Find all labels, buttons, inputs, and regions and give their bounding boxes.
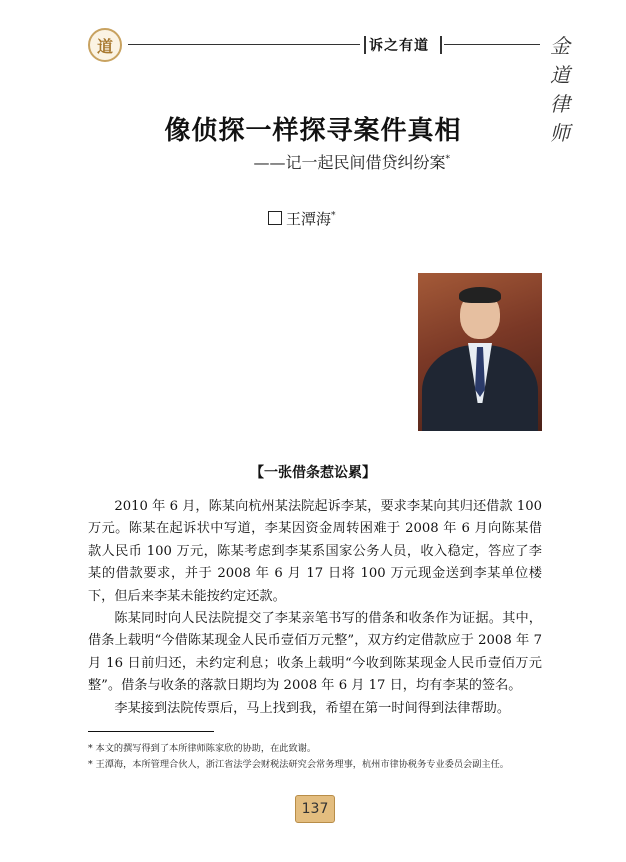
author-footnote-mark: * (331, 211, 336, 221)
author-line (268, 208, 336, 229)
section-heading: 【一张借条惹讼累】 (250, 465, 376, 481)
page-number: 137 (295, 795, 335, 823)
header-rule-right (444, 44, 540, 45)
footnote-divider (88, 731, 214, 732)
subtitle-text: ——记一起民间借贷纠纷案 (253, 153, 446, 172)
subtitle-footnote-mark: * (445, 154, 450, 165)
paragraph: 2010 年 6 月，陈某向杭州某法院起诉李某，要求李某向其归还借款 100 万元。陈某在起诉状中写道，李某因资金周转困难于 2008 年 6 月向陈某借款人民币 100 万元，陈某考虑到李某系国家公务人员，收入稳定，答应了李某的借款要求，并于 2008 年 6 月 17 日将 100 万元现金送到李某单位楼下，但后来李某未能按约定还款。 (88, 499, 542, 604)
photo-hair (459, 287, 501, 303)
author-name: 王潭海 (286, 210, 332, 228)
author-box-icon (268, 211, 282, 225)
firm-logo-icon: 道 (88, 28, 122, 62)
header-rule-left (128, 44, 360, 45)
footnote: * 王潭海，本所管理合伙人，浙江省法学会财税法研究会常务理事，杭州市律协税务专业委员会副主任。 (88, 758, 509, 770)
paragraph: 陈某同时向人民法院提交了李某亲笔书写的借条和收条作为证据。其中，借条上载明“今借陈某现金人民币壹佰万元整”，双方约定借款应于 2008 年 7 月 16 日前归还，未约定利息；收条上载明“今收到陈某现金人民币壹佰万元整”。借条与收条的落款日期均为 2008 年 6 月 17 日，均有李某的签名。 (88, 611, 542, 694)
article-subtitle (0, 150, 590, 173)
header-bar-left (364, 36, 366, 54)
footnote: * 本文的撰写得到了本所律师陈家欣的协助，在此致谢。 (88, 743, 317, 754)
article-title: 像侦探一样探寻案件真相 (164, 116, 462, 146)
firm-name: 金道律师 (550, 34, 573, 145)
author-photo (418, 273, 542, 431)
footnotes (88, 741, 544, 772)
header-bar-right (440, 36, 442, 54)
section-name: 诉之有道 (369, 38, 429, 54)
paragraph: 李某接到法院传票后，马上找到我，希望在第一时间得到法律帮助。 (114, 700, 511, 716)
article-body (88, 496, 542, 720)
